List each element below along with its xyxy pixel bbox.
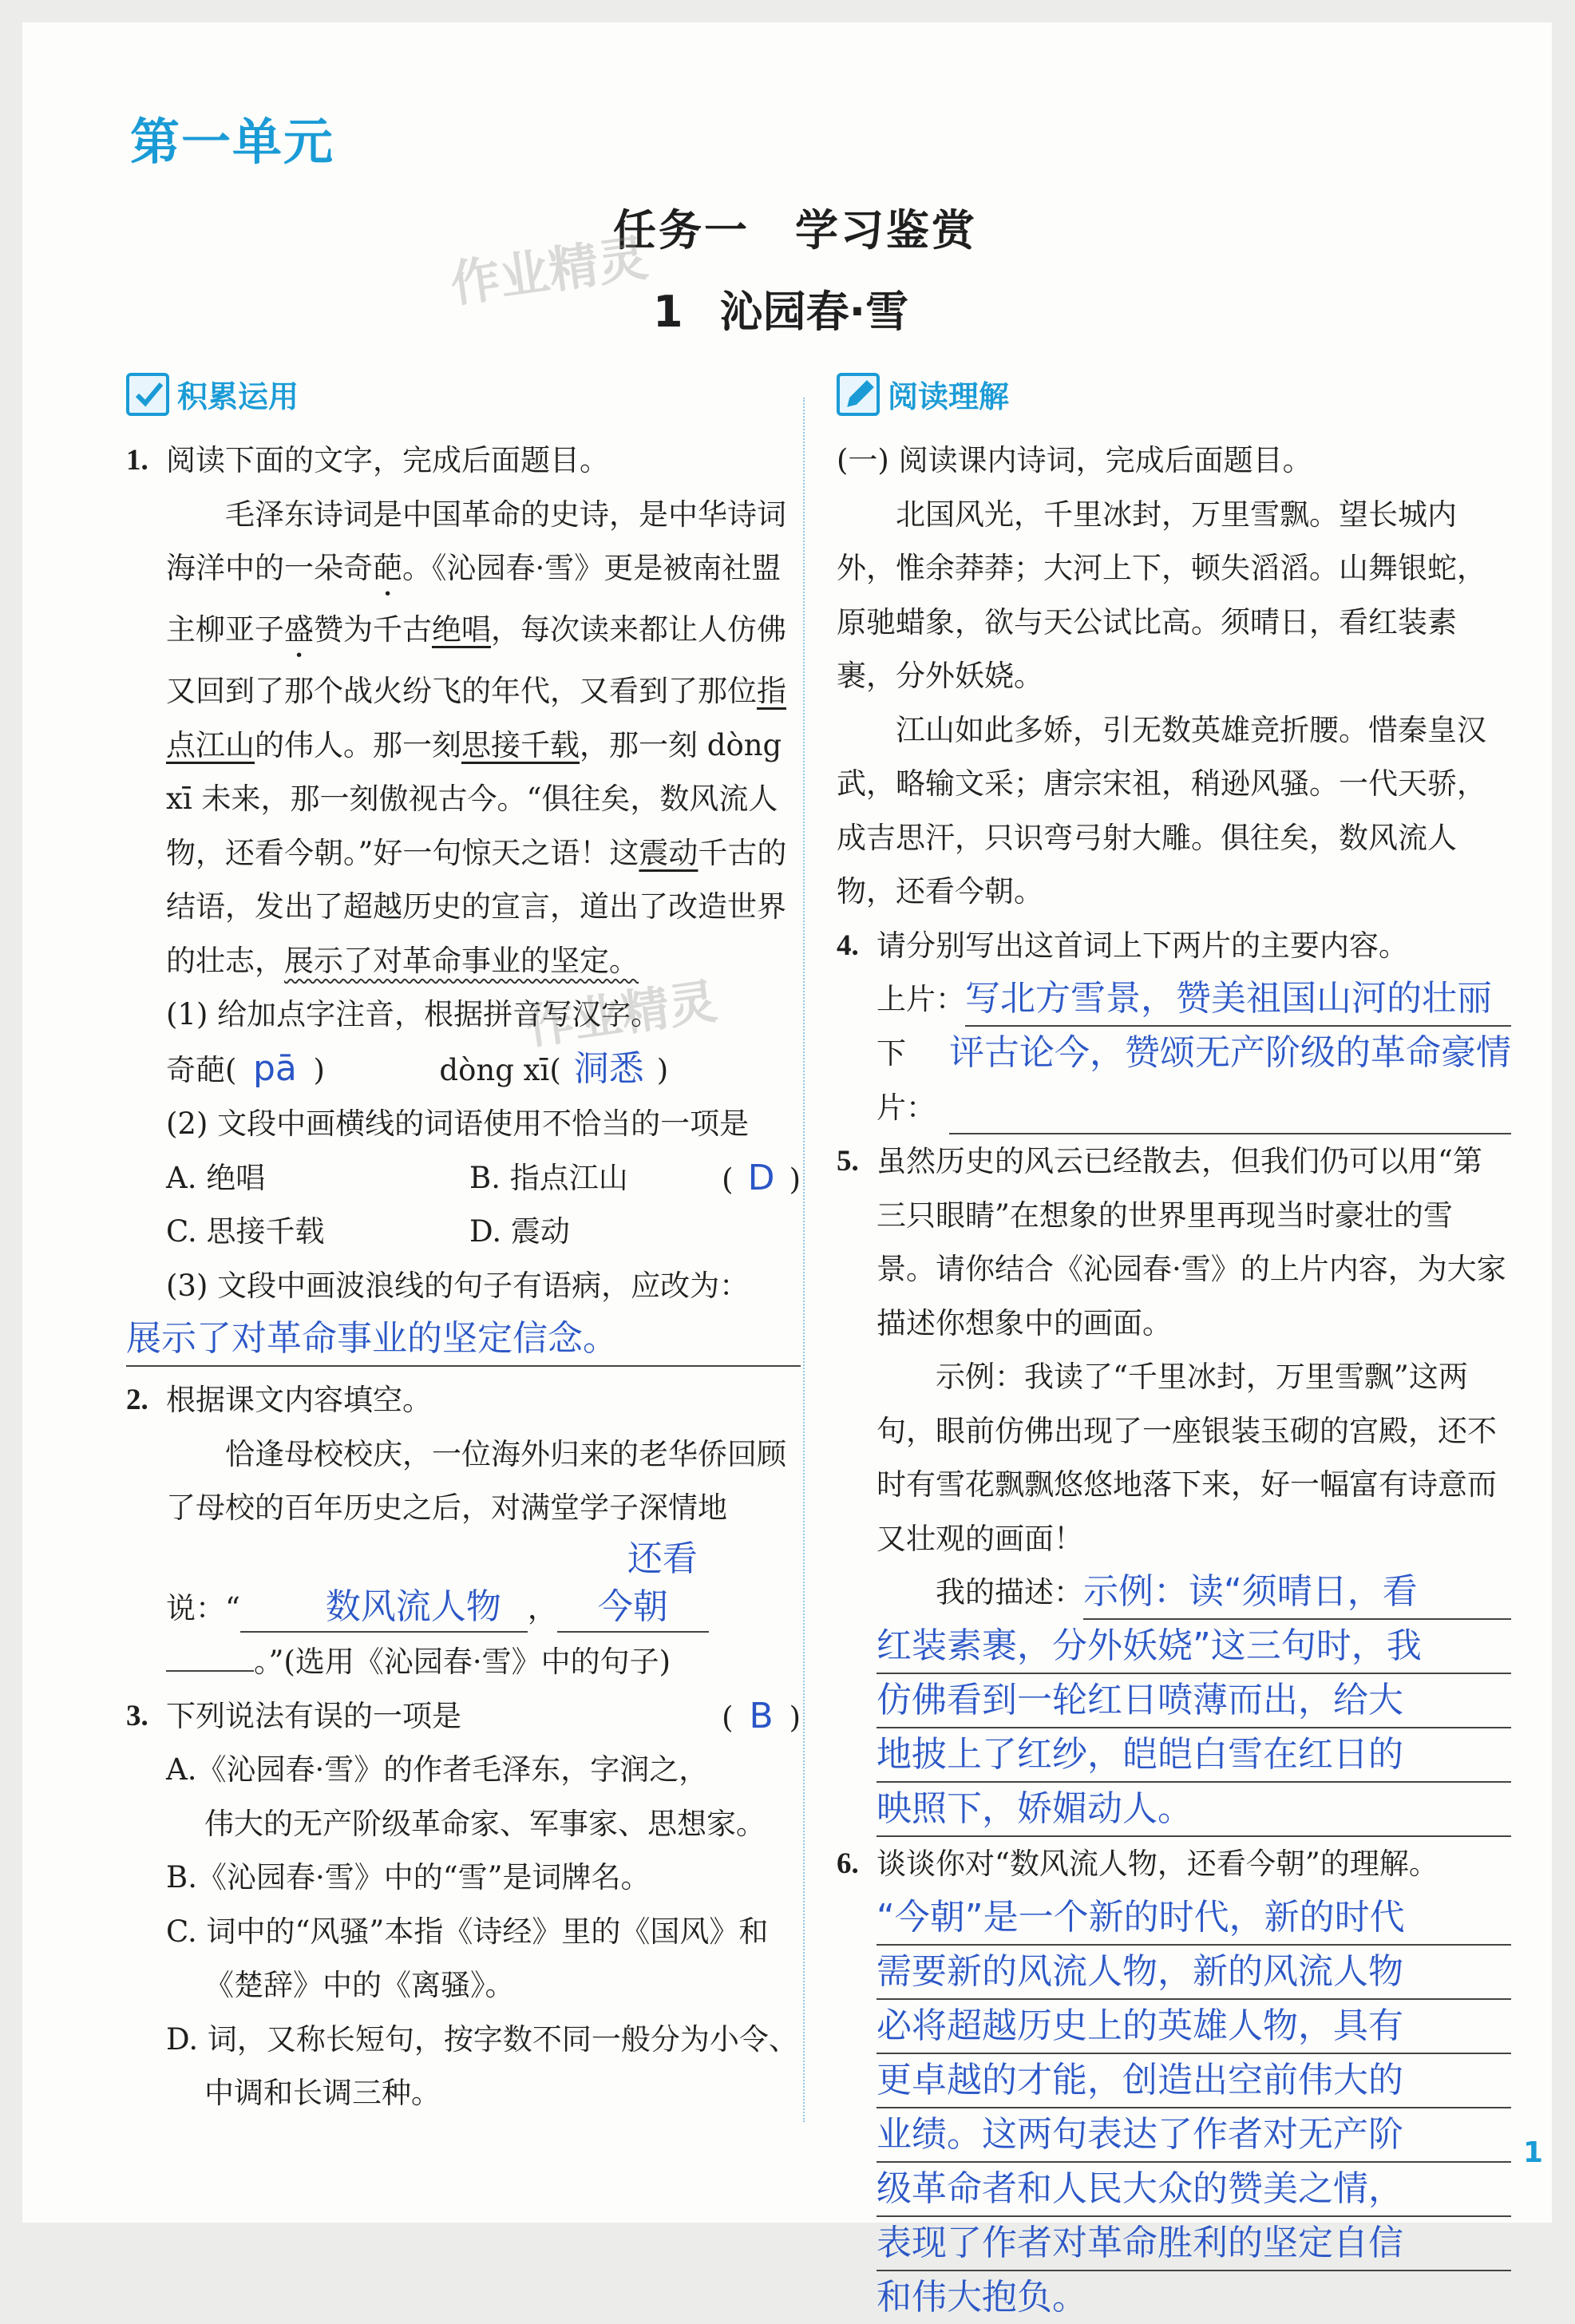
question-number: 6. <box>837 1847 859 1880</box>
question-1 <box>126 434 801 988</box>
underlined-phrase: 绝唱 <box>432 612 491 647</box>
underlined-phrase: 思接千载 <box>461 727 580 762</box>
handwritten-answer: 仿佛看到一轮红日喷薄而出，给大 <box>877 1674 1511 1728</box>
question-prompt <box>166 1689 801 1744</box>
lesson-name: 沁园春·雪 <box>719 287 909 337</box>
example-text: 示例：我读了“千里冰封，万里雪飘”这两句，眼前仿佛出现了一座银装玉砌的宫殿，还不时有雪花飘飘悠悠地落下来，好一幅富有诗意而又壮观的画面！ <box>877 1360 1497 1556</box>
upper-label: 上片： <box>877 982 965 1016</box>
close-paren: ) <box>313 1052 325 1087</box>
question-number: 4. <box>837 928 859 962</box>
option-b: B. 指点江山 <box>469 1160 628 1195</box>
section-header-accumulation <box>126 372 299 416</box>
handwritten-answer: 需要新的风流人物，新的风流人物 <box>877 1946 1511 2000</box>
section-label: 阅读理解 <box>888 379 1010 414</box>
blank-line <box>166 1670 254 1672</box>
handwritten-answer: 红装素裹，分外妖娆”这三句时，我 <box>877 1620 1511 1674</box>
answer-choice: B <box>749 1695 774 1736</box>
left-column <box>126 434 801 2120</box>
question-prompt: 谈谈你对“数风流人物，还看今朝”的理解。 <box>877 1847 1438 1881</box>
workbook-page <box>22 22 1552 2318</box>
lesson-number: 1 <box>653 287 683 337</box>
passage-text: 的伟人。那一刻 <box>255 727 461 762</box>
handwritten-answer: 更卓越的才能，创造出空前伟大的 <box>877 2054 1511 2108</box>
passage-suffix: 。”(选用《沁园春·雪》中的句子) <box>254 1645 671 1679</box>
watermark: 作业精灵 <box>446 228 651 314</box>
question-6 <box>837 1837 1511 2324</box>
underlined-phrase: 指点江山 <box>166 674 786 762</box>
question-number: 3. <box>126 1699 148 1732</box>
question-3 <box>126 1689 801 1744</box>
passage-text: ，每次读来都让人仿佛又回到了那个战火纷飞的年代，又看到了那位 <box>166 612 786 708</box>
handwritten-answer: 和伟大抱负。 <box>877 2276 1087 2318</box>
section-label: 积累运用 <box>177 379 299 414</box>
question-number: 5. <box>837 1145 859 1178</box>
handwritten-answer: 级革命者和人民大众的赞美之情， <box>877 2163 1511 2217</box>
handwritten-answer: 评古论今，赞颂无产阶级的革命豪情 <box>949 1027 1511 1134</box>
lower-answer-row <box>877 1027 1511 1134</box>
handwritten-answer: 地披上了红纱，皑皑白雪在红日的 <box>877 1728 1511 1783</box>
comma: ， <box>527 1590 557 1625</box>
option-a: A. 绝唱 <box>166 1160 266 1195</box>
option-d: D. 震动 <box>469 1214 570 1249</box>
subquestion-3: (3) 文段中画波浪线的句子有语病，应改为： <box>166 1268 750 1303</box>
handwritten-answer: 写北方雪景，赞美祖国山河的壮丽 <box>965 972 1511 1027</box>
passage-text: 恰逢母校校庆，一位海外归来的老华侨回顾了母校的百年历史之后，对满堂学子深情地说：“ <box>166 1436 786 1625</box>
passage-text: 毛泽东诗词是中国革命的史诗，是中华诗词海洋中的一朵奇 <box>166 497 786 585</box>
handwritten-answer: 示例：读“须晴日，看 <box>1083 1566 1511 1620</box>
passage-text: 千古的结语，发出了超越历史的宣言，道出了改造世界的壮志， <box>166 835 787 978</box>
poem-stanza-2: 江山如此多娇，引无数英雄竞折腰。惜秦皇汉武，略输文采；唐宗宋祖，稍逊风骚。一代天骄，成吉思汗，只识弯弓射大雕。俱往矣，数风流人物，还看今朝。 <box>837 712 1486 909</box>
task-title: 任务一 学习鉴赏 <box>613 205 977 255</box>
subquestion-1: (1) 给加点字注音，根据拼音写汉字。 <box>166 997 661 1031</box>
close-paren: ) <box>656 1052 669 1087</box>
column-divider <box>803 398 805 2122</box>
option-c: C. 词中的“风骚”本指《诗经》里的《国风》和《楚辞》中的《离骚》。 <box>166 1914 769 2002</box>
upper-answer-row <box>877 972 1511 1027</box>
right-column <box>837 434 1511 2324</box>
passage-text: 。《沁园春·雪》更是被南社盟主柳亚子 <box>166 551 782 647</box>
question-prompt: 虽然历史的风云已经散去，但我们仍可以用“第三只眼睛”在想象的世界里再现当时豪壮的雪景。请你结合《沁园春·雪》的上片内容，为大家描述你想象中的画面。 <box>877 1144 1506 1340</box>
checkbox-pencil-icon <box>126 373 169 416</box>
handwritten-answer: 数风流人物 <box>240 1583 528 1633</box>
reading-passage <box>166 488 801 988</box>
section-header-reading <box>837 372 1009 416</box>
part1-prompt: (一) 阅读课内诗词，完成后面题目。 <box>837 443 1312 477</box>
option-d: D. 词，又称长短句，按字数不同一般分为小令、中调和长调三种。 <box>166 2021 798 2110</box>
pinyin-answer-row <box>126 1042 801 1098</box>
handwritten-answer: “今朝”是一个新的时代，新的时代 <box>877 1891 1511 1946</box>
word-qipa: 奇葩( <box>166 1052 237 1087</box>
answer-bracket: ( B ) <box>722 1689 801 1745</box>
question-number: 1. <box>126 444 148 477</box>
question-2 <box>126 1373 801 1689</box>
description-row <box>877 1566 1511 1620</box>
wavy-underlined-sentence: 展示了对革命事业的坚定。 <box>284 943 639 978</box>
answer-dongxi: 洞悉 <box>573 1047 644 1089</box>
poem-stanza-1: 北国风光，千里冰封，万里雪飘。望长城内外，惟余莽莽；大河上下，顿失滔滔。山舞银蛇，原驰蜡象，欲与天公试比高。须晴日，看红装素裹，分外妖娆。 <box>837 497 1486 693</box>
options-grid <box>126 1151 722 1259</box>
question-4 <box>837 919 1511 1135</box>
handwritten-answer: 还看今朝 <box>557 1535 709 1633</box>
answer-bracket: ( D ) <box>722 1151 801 1207</box>
option-a: A.《沁园春·雪》的作者毛泽东，字润之，伟大的无产阶级革命家、军事家、思想家。 <box>166 1752 766 1841</box>
subquestion-2-text: (2) 文段中画横线的词语使用不恰当的一项是 <box>166 1107 750 1141</box>
dotted-char: 葩 <box>373 551 402 585</box>
underlined-phrase: 震动 <box>639 835 698 870</box>
prompt-text: 下列说法有误的一项是 <box>166 1698 461 1733</box>
handwritten-answer: 表现了作者对革命胜利的坚定自信 <box>877 2217 1511 2271</box>
lesson-title <box>653 278 908 339</box>
option-c: C. 思接千载 <box>166 1214 325 1249</box>
lower-label: 下片： <box>877 1036 936 1125</box>
dotted-char: 盛 <box>284 612 314 647</box>
handwritten-answer: 业绩。这两句表达了作者对无产阶 <box>877 2108 1511 2163</box>
passage-text: 赞为千古 <box>314 612 432 647</box>
unit-title: 第一单元 <box>130 113 335 171</box>
handwritten-answer: 映照下，娇媚动人。 <box>877 1783 1511 1837</box>
my-description-label: 我的描述： <box>936 1575 1083 1609</box>
handwritten-answer: 必将超越历史上的英雄人物，具有 <box>877 2000 1511 2054</box>
question-prompt: 根据课文内容填空。 <box>166 1383 432 1417</box>
word-dongxi: dòng xī( <box>439 1052 561 1087</box>
page-number: 1 <box>1523 2136 1544 2169</box>
question-prompt: 阅读下面的文字，完成后面题目。 <box>166 443 609 477</box>
handwritten-answer: 展示了对革命事业的坚定信念。 <box>126 1312 801 1367</box>
question-prompt: 请分别写出这首词上下两片的主要内容。 <box>877 928 1408 963</box>
question-number: 2. <box>126 1384 148 1416</box>
answer-choice: D <box>747 1157 775 1198</box>
answer-pa: pā <box>252 1047 297 1089</box>
watermark: 作业精灵 <box>522 973 721 1056</box>
passage-text: ，那一刻 dòng xī 未来，那一刻傲视古今。“俱往矣，数风流人物，还看今朝。”好一句惊天之语！这 <box>166 727 782 870</box>
option-b: B.《沁园春·雪》中的“雪”是词牌名。 <box>166 1860 651 1894</box>
pencil-edit-icon <box>837 373 880 416</box>
fill-in-passage <box>166 1427 801 1689</box>
question-5 <box>837 1134 1511 1837</box>
